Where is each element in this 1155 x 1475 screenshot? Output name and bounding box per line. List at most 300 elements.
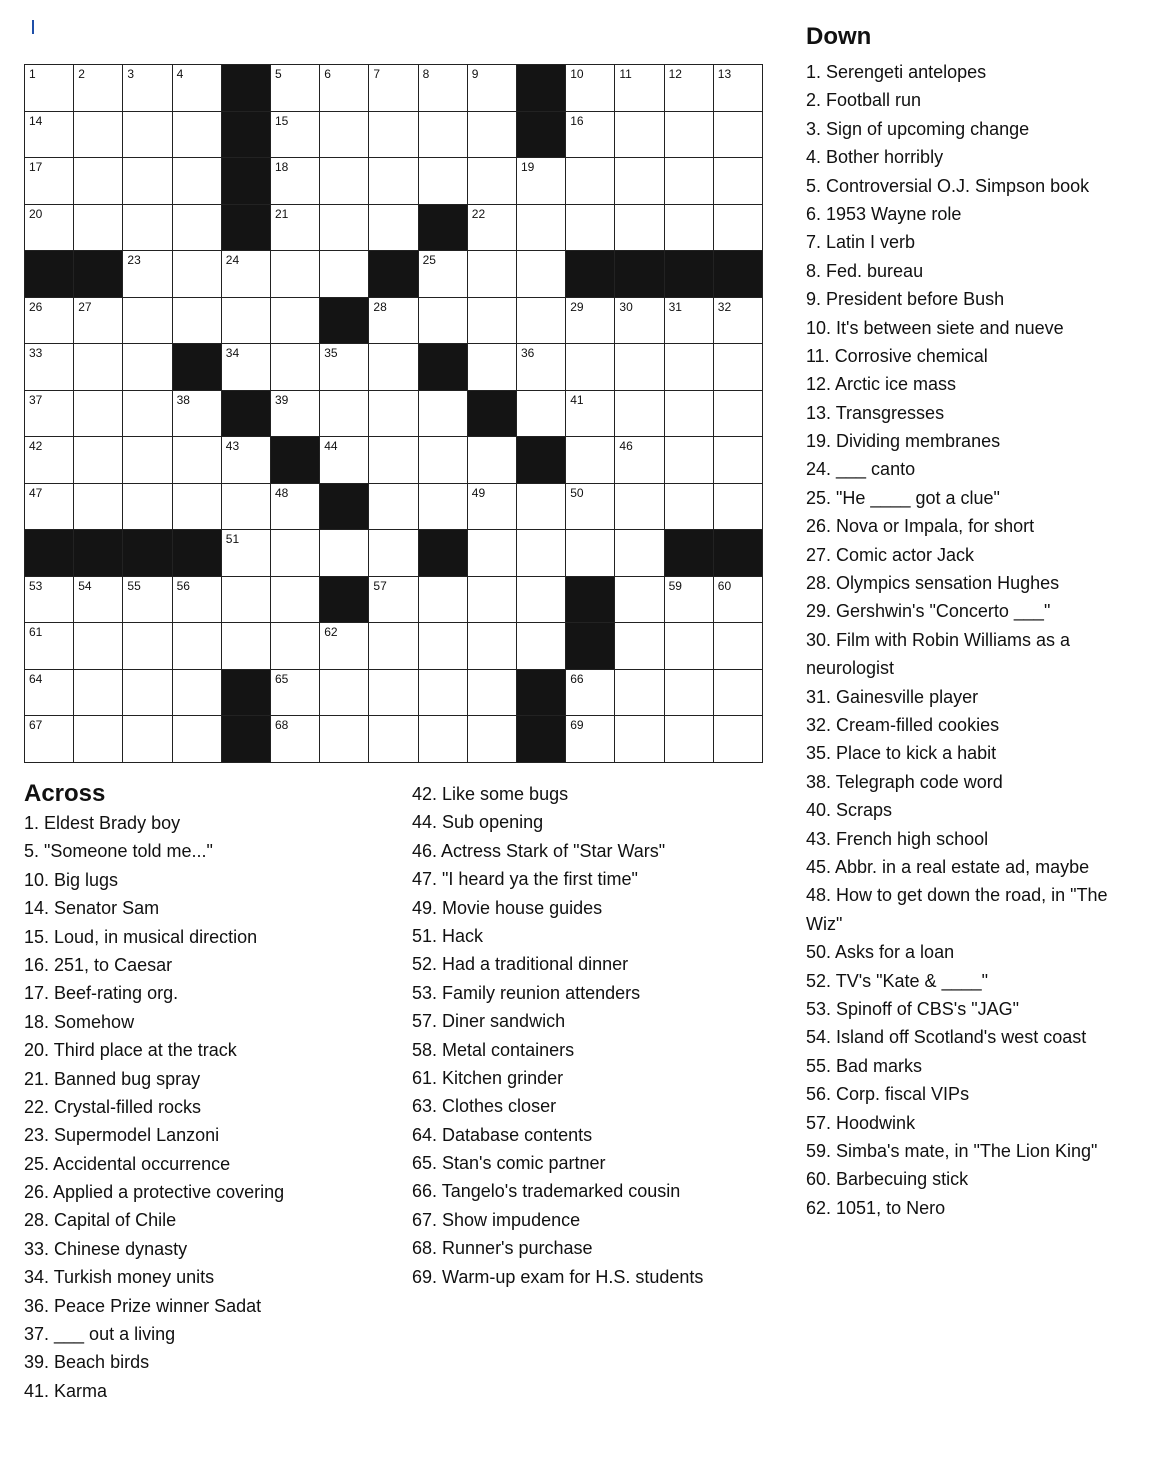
cell-number: 38 — [176, 392, 190, 407]
grid-cell[interactable] — [320, 391, 369, 438]
across-clue: 5. "Someone told me..." — [24, 841, 213, 862]
grid-cell[interactable] — [714, 577, 763, 624]
grid-cell[interactable] — [320, 65, 369, 112]
grid-cell[interactable] — [320, 670, 369, 717]
grid-cell[interactable] — [320, 623, 369, 670]
grid-cell[interactable] — [123, 344, 172, 391]
grid-cell[interactable] — [123, 437, 172, 484]
black-square — [320, 484, 369, 531]
grid-cell[interactable] — [271, 112, 320, 159]
grid-cell[interactable] — [74, 158, 123, 205]
grid-cell[interactable] — [320, 437, 369, 484]
grid-cell[interactable] — [714, 298, 763, 345]
across-clue: 64. Database contents — [412, 1124, 593, 1145]
grid-cell[interactable] — [517, 344, 566, 391]
cell-number: 48 — [275, 485, 289, 500]
cell-number: 10 — [570, 67, 584, 81]
grid-cell[interactable] — [123, 577, 172, 624]
grid-cell[interactable] — [615, 391, 664, 438]
down-clue: 13. Transgresses — [806, 402, 945, 423]
grid-cell[interactable] — [271, 251, 320, 298]
grid-cell[interactable] — [74, 391, 123, 438]
grid-cell[interactable] — [271, 65, 320, 112]
grid-cell[interactable] — [566, 112, 615, 159]
grid-cell[interactable] — [320, 530, 369, 577]
grid-cell[interactable] — [25, 623, 74, 670]
grid-cell[interactable] — [615, 484, 664, 531]
grid-cell[interactable] — [173, 437, 222, 484]
cell-number: 8 — [422, 67, 430, 81]
grid-cell[interactable] — [222, 577, 271, 624]
across-clue-list-continued — [412, 780, 792, 1291]
down-clue: 45. Abbr. in a real estate ad, maybe — [806, 856, 1090, 877]
grid-cell[interactable] — [714, 437, 763, 484]
grid-cell[interactable] — [25, 716, 74, 763]
grid-cell[interactable] — [74, 298, 123, 345]
cell-number: 50 — [570, 485, 584, 500]
grid-cell[interactable] — [615, 158, 664, 205]
down-clue: 6. 1953 Wayne role — [806, 203, 962, 224]
down-clue: 57. Hoodwink — [806, 1112, 916, 1133]
grid-cell[interactable] — [714, 65, 763, 112]
grid-cell[interactable] — [123, 298, 172, 345]
grid-cell[interactable] — [369, 205, 418, 252]
grid-cell[interactable] — [74, 344, 123, 391]
grid-cell[interactable] — [468, 112, 517, 159]
across-clue: 33. Chinese dynasty — [24, 1238, 188, 1259]
grid-cell[interactable] — [25, 158, 74, 205]
cell-number: 41 — [570, 392, 584, 407]
grid-cell[interactable] — [123, 484, 172, 531]
grid-cell[interactable] — [665, 344, 714, 391]
grid-cell[interactable] — [369, 577, 418, 624]
cell-number: 49 — [471, 485, 486, 500]
grid-cell[interactable] — [566, 298, 615, 345]
grid-cell[interactable] — [419, 65, 468, 112]
cell-number: 54 — [78, 578, 92, 593]
grid-cell[interactable] — [369, 158, 418, 205]
black-square — [222, 716, 271, 763]
cell-number: 68 — [275, 718, 289, 733]
down-clue: 52. TV's "Kate & ____" — [806, 970, 988, 991]
grid-cell[interactable] — [468, 437, 517, 484]
grid-cell[interactable] — [74, 577, 123, 624]
across-clue: 34. Turkish money units — [24, 1267, 215, 1288]
cell-number: 30 — [619, 299, 633, 314]
grid-cell[interactable] — [320, 251, 369, 298]
across-clue: 18. Somehow — [24, 1011, 135, 1032]
cell-number: 32 — [717, 299, 732, 314]
grid-cell[interactable] — [271, 623, 320, 670]
across-clue: 49. Movie house guides — [412, 897, 603, 918]
down-clue: 55. Bad marks — [806, 1055, 923, 1076]
grid-cell[interactable] — [222, 530, 271, 577]
grid-cell[interactable] — [173, 670, 222, 717]
grid-cell[interactable] — [123, 205, 172, 252]
across-clue: 58. Metal containers — [412, 1039, 575, 1060]
grid-cell[interactable] — [173, 577, 222, 624]
grid-cell[interactable] — [665, 484, 714, 531]
grid-cell[interactable] — [271, 530, 320, 577]
grid-cell[interactable] — [468, 484, 517, 531]
across-clue: 68. Runner's purchase — [412, 1238, 593, 1259]
black-square — [222, 158, 271, 205]
grid-cell[interactable] — [173, 112, 222, 159]
grid-cell[interactable] — [173, 484, 222, 531]
grid-cell[interactable] — [419, 670, 468, 717]
across-clue: 16. 251, to Caesar — [24, 954, 173, 975]
grid-cell[interactable] — [320, 716, 369, 763]
grid-cell[interactable] — [615, 623, 664, 670]
across-clue: 69. Warm-up exam for H.S. students — [412, 1266, 704, 1287]
black-square — [566, 623, 615, 670]
grid-cell[interactable] — [665, 205, 714, 252]
across-clue: 10. Big lugs — [24, 869, 119, 890]
grid-cell[interactable] — [419, 577, 468, 624]
grid-cell[interactable] — [615, 298, 664, 345]
grid-cell[interactable] — [222, 298, 271, 345]
grid-cell[interactable] — [271, 670, 320, 717]
cell-number: 36 — [521, 346, 535, 361]
cell-number: 51 — [225, 532, 240, 547]
cell-number: 24 — [225, 253, 240, 268]
grid-cell[interactable] — [74, 205, 123, 252]
grid-cell[interactable] — [222, 484, 271, 531]
grid-cell[interactable] — [615, 344, 664, 391]
grid-cell[interactable] — [173, 623, 222, 670]
grid-cell[interactable] — [74, 112, 123, 159]
grid-cell[interactable] — [271, 484, 320, 531]
grid-cell[interactable] — [517, 530, 566, 577]
grid-cell[interactable] — [419, 437, 468, 484]
grid-cell[interactable] — [615, 65, 664, 112]
black-square — [222, 670, 271, 717]
grid-cell[interactable] — [714, 205, 763, 252]
grid-cell[interactable] — [566, 65, 615, 112]
across-clue: 44. Sub opening — [412, 812, 544, 833]
grid-cell[interactable] — [566, 344, 615, 391]
grid-cell[interactable] — [468, 577, 517, 624]
grid-cell[interactable] — [665, 577, 714, 624]
down-clue: 40. Scraps — [806, 800, 893, 821]
grid-cell[interactable] — [665, 158, 714, 205]
grid-cell[interactable] — [714, 670, 763, 717]
black-square — [419, 344, 468, 391]
grid-cell[interactable] — [468, 251, 517, 298]
grid-cell[interactable] — [517, 298, 566, 345]
cell-number: 43 — [225, 439, 240, 454]
cell-number: 11 — [619, 67, 632, 81]
grid-cell[interactable] — [123, 670, 172, 717]
grid-cell[interactable] — [566, 484, 615, 531]
down-clue: 26. Nova or Impala, for short — [806, 516, 1035, 537]
grid-cell[interactable] — [369, 437, 418, 484]
cell-number: 69 — [570, 718, 584, 733]
black-square — [419, 205, 468, 252]
black-square — [517, 65, 566, 112]
grid-cell[interactable] — [468, 298, 517, 345]
grid-cell[interactable] — [468, 205, 517, 252]
grid-cell[interactable] — [74, 484, 123, 531]
down-clue: 28. Olympics sensation Hughes — [806, 573, 1060, 594]
grid-cell[interactable] — [517, 158, 566, 205]
across-clue: 63. Clothes closer — [412, 1096, 557, 1117]
grid-cell[interactable] — [271, 344, 320, 391]
grid-cell[interactable] — [665, 65, 714, 112]
down-clue-list — [806, 58, 1146, 1222]
grid-cell[interactable] — [74, 716, 123, 763]
grid-cell[interactable] — [517, 205, 566, 252]
grid-cell[interactable] — [517, 391, 566, 438]
grid-cell[interactable] — [615, 577, 664, 624]
grid-cell[interactable] — [74, 670, 123, 717]
black-square — [222, 112, 271, 159]
grid-cell[interactable] — [419, 158, 468, 205]
black-square — [123, 530, 172, 577]
across-heading: Across — [24, 780, 106, 807]
grid-cell[interactable] — [25, 205, 74, 252]
grid-cell[interactable] — [517, 484, 566, 531]
grid-cell[interactable] — [25, 391, 74, 438]
grid-cell[interactable] — [517, 577, 566, 624]
grid-cell[interactable] — [173, 716, 222, 763]
cell-number: 64 — [29, 671, 43, 686]
down-clue: 35. Place to kick a habit — [806, 743, 997, 764]
grid-cell[interactable] — [615, 437, 664, 484]
grid-cell[interactable] — [517, 251, 566, 298]
grid-cell[interactable] — [271, 298, 320, 345]
grid-cell[interactable] — [369, 716, 418, 763]
grid-cell[interactable] — [271, 158, 320, 205]
grid-cell[interactable] — [369, 484, 418, 531]
grid-cell[interactable] — [271, 391, 320, 438]
across-clue: 37. ___ out a living — [24, 1324, 176, 1345]
grid-cell[interactable] — [714, 716, 763, 763]
cell-number: 21 — [275, 206, 289, 221]
grid-cell[interactable] — [369, 623, 418, 670]
cell-number: 37 — [29, 392, 43, 407]
cell-number: 26 — [29, 299, 43, 314]
grid-cell[interactable] — [369, 670, 418, 717]
across-clue: 46. Actress Stark of "Star Wars" — [412, 840, 666, 861]
crossword-grid — [24, 64, 763, 763]
across-clue-list — [24, 809, 394, 1405]
grid-cell[interactable] — [25, 670, 74, 717]
grid-cell[interactable] — [419, 251, 468, 298]
cell-number: 47 — [29, 485, 43, 500]
black-square — [517, 670, 566, 717]
grid-cell[interactable] — [74, 623, 123, 670]
grid-cell[interactable] — [615, 716, 664, 763]
grid-cell[interactable] — [74, 65, 123, 112]
down-clue: 10. It's between siete and nueve — [806, 317, 1064, 338]
grid-cell[interactable] — [419, 484, 468, 531]
grid-cell[interactable] — [123, 716, 172, 763]
across-clue: 66. Tangelo's trademarked cousin — [412, 1181, 681, 1202]
cell-number: 31 — [668, 299, 682, 314]
grid-cell[interactable] — [566, 530, 615, 577]
grid-cell[interactable] — [714, 623, 763, 670]
cell-number: 44 — [324, 439, 338, 454]
down-clue: 48. How to get down the road, in "The Wiz" — [806, 885, 1108, 934]
grid-cell[interactable] — [714, 484, 763, 531]
down-clue: 4. Bother horribly — [806, 147, 944, 168]
grid-cell[interactable] — [566, 205, 615, 252]
down-clue: 32. Cream-filled cookies — [806, 715, 1000, 736]
down-clue: 30. Film with Robin Williams as a neurologist — [806, 629, 1071, 679]
grid-cell[interactable] — [123, 112, 172, 159]
cell-number: 13 — [717, 67, 732, 81]
grid-cell[interactable] — [222, 623, 271, 670]
across-clue: 39. Beach birds — [24, 1352, 150, 1373]
grid-cell[interactable] — [419, 623, 468, 670]
down-clue: 31. Gainesville player — [806, 686, 979, 707]
down-clue: 11. Corrosive chemical — [806, 345, 988, 366]
cell-number: 60 — [717, 578, 732, 593]
grid-cell[interactable] — [123, 158, 172, 205]
grid-cell[interactable] — [320, 344, 369, 391]
grid-cell[interactable] — [566, 716, 615, 763]
grid-cell[interactable] — [419, 716, 468, 763]
cell-number: 6 — [324, 67, 331, 81]
grid-cell[interactable] — [468, 670, 517, 717]
black-square — [320, 577, 369, 624]
grid-cell[interactable] — [714, 112, 763, 159]
grid-cell[interactable] — [566, 670, 615, 717]
grid-cell[interactable] — [615, 112, 664, 159]
grid-cell[interactable] — [566, 158, 615, 205]
cell-number: 55 — [127, 578, 141, 593]
grid-cell[interactable] — [123, 623, 172, 670]
grid-cell[interactable] — [320, 158, 369, 205]
grid-cell[interactable] — [468, 623, 517, 670]
grid-cell[interactable] — [25, 344, 74, 391]
grid-cell[interactable] — [271, 716, 320, 763]
cell-number: 34 — [225, 346, 240, 361]
down-clue: 43. French high school — [806, 828, 989, 849]
grid-cell[interactable] — [173, 298, 222, 345]
grid-cell[interactable] — [566, 391, 615, 438]
grid-cell[interactable] — [25, 65, 74, 112]
grid-cell[interactable] — [271, 577, 320, 624]
down-clue: 1. Serengeti antelopes — [806, 62, 987, 82]
grid-cell[interactable] — [320, 112, 369, 159]
grid-cell[interactable] — [468, 530, 517, 577]
grid-cell[interactable] — [468, 344, 517, 391]
text-cursor — [32, 20, 34, 34]
grid-cell[interactable] — [173, 391, 222, 438]
grid-cell[interactable] — [468, 158, 517, 205]
cell-number: 67 — [29, 718, 43, 733]
across-clue: 17. Beef-rating org. — [24, 983, 179, 1004]
grid-cell[interactable] — [665, 670, 714, 717]
grid-cell[interactable] — [222, 344, 271, 391]
cell-number: 22 — [471, 206, 486, 221]
cell-number: 20 — [29, 206, 43, 221]
grid-cell[interactable] — [615, 670, 664, 717]
across-clue: 52. Had a traditional dinner — [412, 954, 629, 975]
down-clue: 59. Simba's mate, in "The Lion King" — [806, 1140, 1098, 1161]
cell-number: 5 — [275, 67, 282, 81]
across-clue: 26. Applied a protective covering — [24, 1182, 285, 1203]
cell-number: 33 — [29, 346, 43, 361]
grid-cell[interactable] — [517, 623, 566, 670]
black-square — [566, 577, 615, 624]
grid-cell[interactable] — [714, 344, 763, 391]
grid-cell[interactable] — [25, 298, 74, 345]
grid-cell[interactable] — [665, 623, 714, 670]
across-clue: 57. Diner sandwich — [412, 1011, 566, 1032]
across-clue: 41. Karma — [24, 1380, 108, 1401]
grid-cell[interactable] — [714, 391, 763, 438]
down-clue: 54. Island off Scotland's west coast — [806, 1027, 1087, 1048]
cell-number: 62 — [324, 625, 338, 640]
grid-cell[interactable] — [25, 437, 74, 484]
grid-cell[interactable] — [369, 530, 418, 577]
cell-number: 28 — [373, 299, 387, 314]
grid-cell[interactable] — [566, 437, 615, 484]
grid-cell[interactable] — [369, 391, 418, 438]
grid-cell[interactable] — [369, 344, 418, 391]
grid-cell[interactable] — [665, 716, 714, 763]
grid-cell[interactable] — [123, 251, 172, 298]
cell-number: 9 — [471, 67, 479, 81]
grid-cell[interactable] — [714, 158, 763, 205]
grid-cell[interactable] — [173, 251, 222, 298]
cell-number: 15 — [275, 113, 289, 128]
cell-number: 53 — [29, 578, 43, 593]
grid-cell[interactable] — [665, 437, 714, 484]
grid-cell[interactable] — [615, 205, 664, 252]
grid-cell[interactable] — [419, 112, 468, 159]
grid-cell[interactable] — [369, 298, 418, 345]
grid-cell[interactable] — [25, 577, 74, 624]
down-clue: 5. Controversial O.J. Simpson book — [806, 175, 1090, 196]
grid-cell[interactable] — [123, 65, 172, 112]
grid-cell[interactable] — [665, 298, 714, 345]
grid-cell[interactable] — [419, 391, 468, 438]
cell-number: 27 — [78, 299, 92, 314]
grid-cell[interactable] — [369, 65, 418, 112]
grid-cell[interactable] — [222, 437, 271, 484]
across-clue: 47. "I heard ya the first time" — [412, 869, 638, 890]
grid-cell[interactable] — [74, 437, 123, 484]
grid-cell[interactable] — [173, 65, 222, 112]
across-clue: 15. Loud, in musical direction — [24, 926, 258, 947]
grid-cell[interactable] — [222, 251, 271, 298]
grid-cell[interactable] — [468, 65, 517, 112]
grid-cell[interactable] — [468, 716, 517, 763]
grid-cell[interactable] — [665, 391, 714, 438]
grid-cell[interactable] — [25, 484, 74, 531]
down-clue: 62. 1051, to Nero — [806, 1197, 946, 1218]
grid-cell[interactable] — [320, 205, 369, 252]
cell-number: 65 — [275, 671, 289, 686]
grid-cell[interactable] — [271, 205, 320, 252]
grid-cell[interactable] — [25, 112, 74, 159]
grid-cell[interactable] — [173, 158, 222, 205]
black-square — [615, 251, 664, 298]
across-clue: 36. Peace Prize winner Sadat — [24, 1295, 262, 1316]
grid-cell[interactable] — [419, 298, 468, 345]
grid-cell[interactable] — [123, 391, 172, 438]
grid-cell[interactable] — [173, 205, 222, 252]
down-clue: 8. Fed. bureau — [806, 260, 924, 281]
black-square — [665, 251, 714, 298]
grid-cell[interactable] — [665, 112, 714, 159]
grid-cell[interactable] — [615, 530, 664, 577]
grid-cell[interactable] — [369, 112, 418, 159]
